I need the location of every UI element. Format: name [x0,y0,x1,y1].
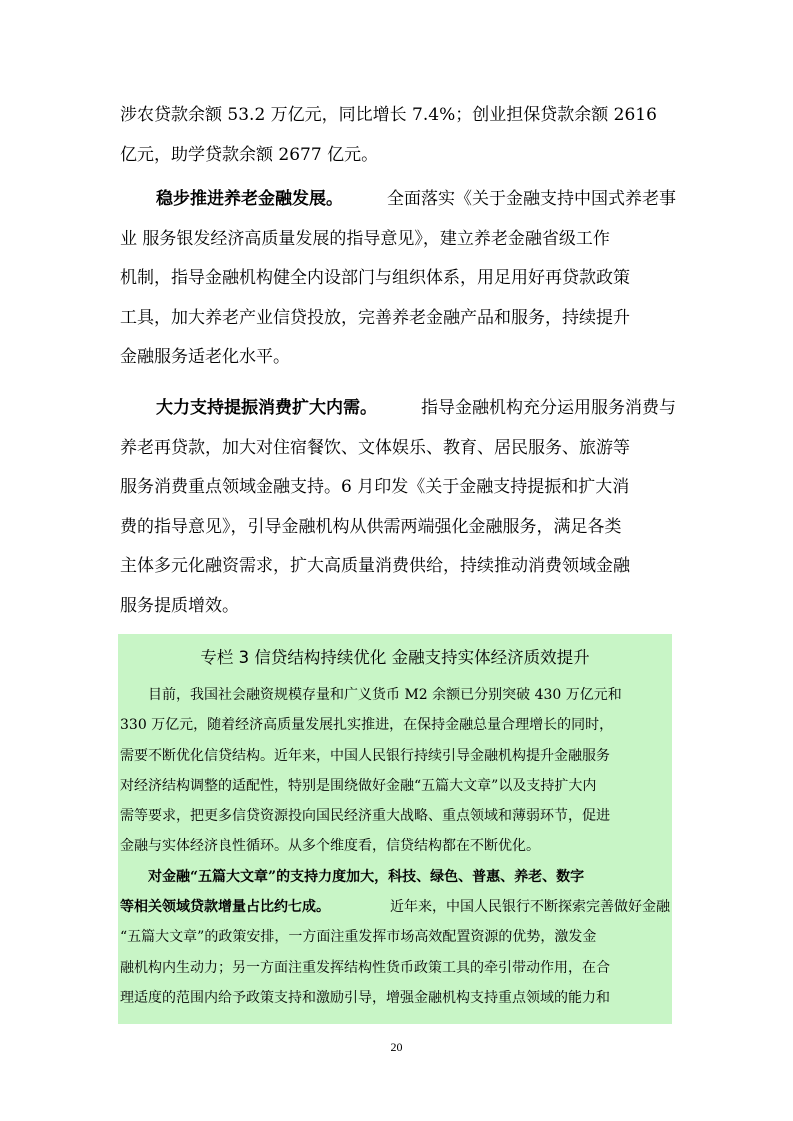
text-span: 目前，我国社会融资规模存量和广义货币 M2 余额已分别突破 430 万亿元和 [148,687,622,703]
text-span: 指导金融机构充分运用服务消费与 [421,398,676,418]
text-line [120,953,670,983]
text-span: 需等要求，把更多信贷资源投向国民经济重大战略、重点领域和薄弱环节，促进 [120,808,610,825]
paragraph-consumption [120,389,676,626]
text-line [120,831,670,861]
text-span: 费的指导意见》，引导金融机构从供需两端强化金融服务，满足各类 [120,516,622,537]
text-line [120,220,676,260]
text-span: 理适度的范围内给予政策支持和激励引导，增强金融机构支持重点领域的能力和 [120,989,610,1006]
text-line [120,801,670,831]
text-line [120,680,670,710]
text-span: 金融与实体经济良性循环。从多个维度看，信贷结构都在不断优化。 [120,838,540,855]
text-span: 全面落实《关于金融支持中国式养老事 [387,189,676,209]
text-line [120,389,676,429]
text-span: 融机构内生动力；另一方面注重发挥结构性货币政策工具的牵引带动作用，在合 [120,959,610,976]
text-span: 服务消费重点领域金融支持。6 月印发《关于金融支持提振和扩大消 [120,477,630,497]
text-span: 工具，加大养老产业信贷投放，完善养老金融产品和服务，持续提升 [120,307,630,328]
text-span: 金融服务适老化水平。 [120,347,290,367]
text-line [120,299,676,339]
paragraph-heading: 大力支持提振消费扩大内需。 [156,398,377,418]
text-span: 业 服务银发经济高质量发展的指导意见》，建立养老金融省级工作 [120,228,610,249]
text-line [120,892,670,922]
text-line [120,508,676,548]
text-line [120,862,670,892]
text-line [120,136,676,176]
text-span: 近年来，中国人民银行不断探索完善做好金融 [390,899,670,916]
text-line [120,983,670,1013]
paragraph-elderly-finance [120,180,676,378]
text-span: 亿元，助学贷款余额 2677 亿元。 [120,144,379,165]
text-line [120,771,670,801]
bold-heading-span: 等相关领域贷款增量占比约七成。 [120,899,330,916]
text-line [120,547,676,587]
text-span: 对经济结构调整的适配性，特别是围绕做好金融“五篇大文章”以及支持扩大内 [120,777,597,794]
text-line [120,922,670,952]
column-box-title: 专栏 3 信贷结构持续优化 金融支持实体经济质效提升 [200,648,590,667]
text-span: 机制，指导金融机构健全内设部门与组织体系，用足用好再贷款政策 [120,268,630,288]
text-span: 需要不断优化信贷结构。近年来，中国人民银行持续引导金融机构提升金融服务 [120,747,610,764]
text-line [120,587,676,627]
paragraph-agri-loans [120,96,676,175]
text-span: 330 万亿元，随着经济高质量发展扎实推进，在保持金融总量合理增长的同时， [120,717,614,734]
text-span: 养老再贷款，加大对住宿餐饮、文体娱乐、教育、居民服务、旅游等 [120,437,630,458]
page-number: 20 [390,1040,403,1054]
text-line [120,180,676,220]
text-span: 服务提质增效。 [120,595,239,616]
column-box-body [120,680,670,1013]
text-line [120,710,670,740]
bold-heading-span: 对金融“五篇大文章”的支持力度加大，科技、绿色、普惠、养老、数字 [148,868,585,885]
text-line [120,468,676,508]
paragraph-heading: 稳步推进养老金融发展。 [156,189,343,209]
text-line [120,259,676,299]
text-line [120,741,670,771]
text-line [120,338,676,378]
column-box [118,634,672,1024]
text-span: 涉农贷款余额 53.2 万亿元，同比增长 7.4%；创业担保贷款余额 2616 [120,105,657,125]
text-span: 主体多元化融资需求，扩大高质量消费供给，持续推动消费领域金融 [120,556,630,576]
text-line [120,96,676,136]
text-line [120,429,676,469]
text-span: “五篇大文章”的政策安排，一方面注重发挥市场高效配置资源的优势，激发金 [120,929,597,946]
